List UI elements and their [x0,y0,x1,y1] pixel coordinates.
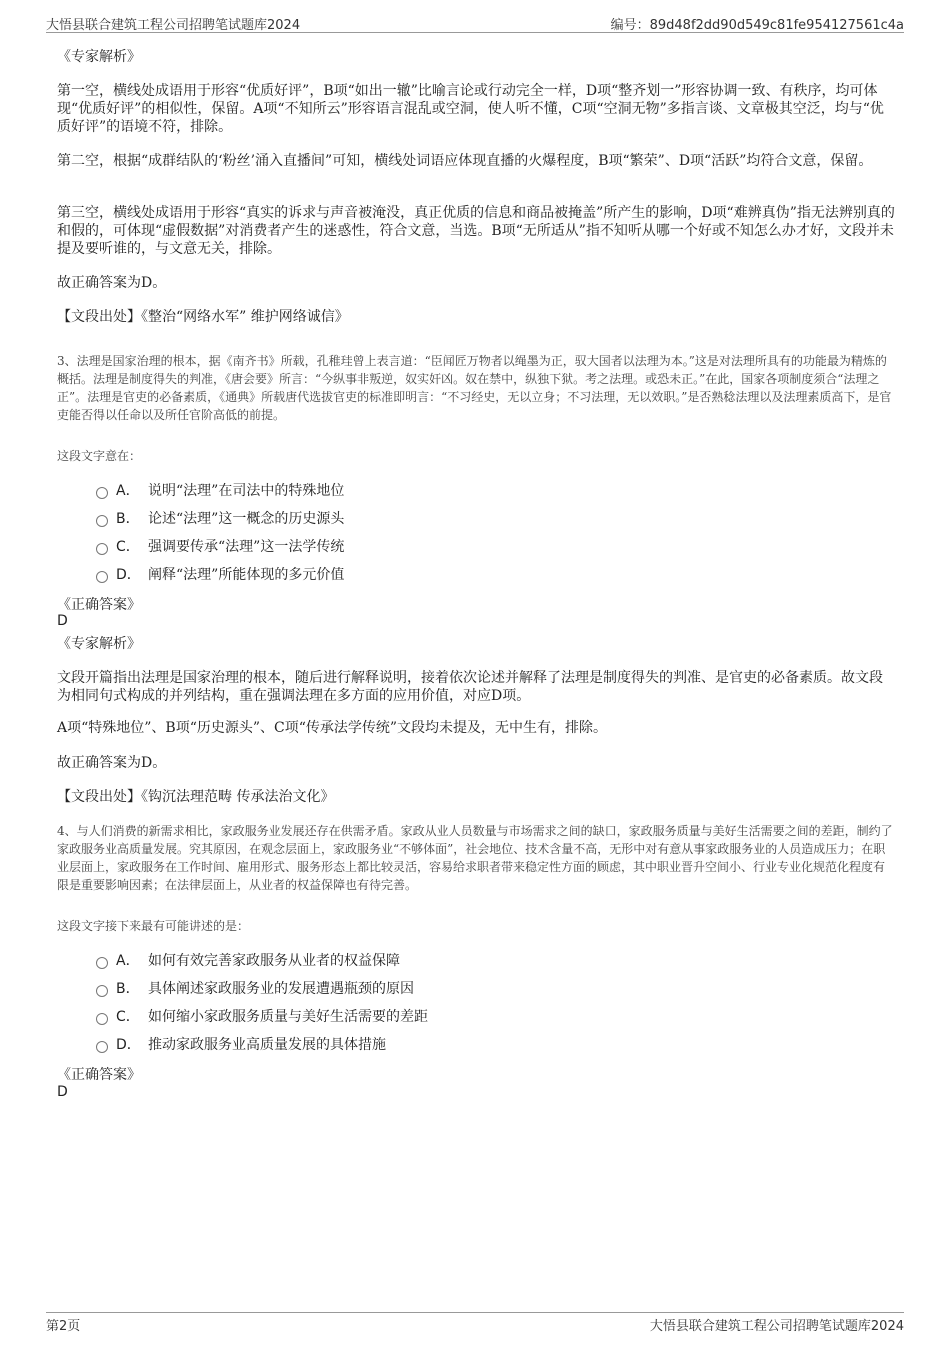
page-header [46,14,904,33]
option-key: A． [116,483,140,499]
question-stem: 3、法理是国家治理的根本，据《南齐书》所载，孔稚珪曾上表言道：“臣闻匠万物者以绳墨为正，驭大国者以法理为本。”这是对法理所具有的功能最为精炼的概括。法理是制度得失的判准，《唐会要》所言：“今纵事非叛逆，奴实奸凶。奴在禁中，纵独下狱。考之法理。或恐未正。”在此，国家各项制度须合“法理之正”。法理是官吏的必备素质，《通典》所载唐代选拔官吏的标准即明言：“不习经史，无以立身；不习法理，无以效职。”是否熟稔法理以及法理素质高下，是官吏能否得以任命以及所任官阶高低的前提。 [57,354,892,422]
option-d[interactable] [96,1036,386,1054]
option-text: 如何有效完善家政服务从业者的权益保障 [148,953,400,969]
header-doc-id: 编号：89d48f2dd90d549c81fe954127561c4a [610,18,904,33]
option-key: B． [116,981,140,997]
page-footer [46,1312,904,1334]
option-text: 如何缩小家政服务质量与美好生活需要的差距 [148,1009,428,1025]
conclusion-text: 故正确答案为D。 [57,755,167,771]
analysis-paragraph: 文段开篇指出法理是国家治理的根本，随后进行解释说明，接着依次论述并解释了法理是制度得失的判准、是官吏的必备素质。故文段为相同句式构成的并列结构，重在强调法理在多方面的应用价值，对应D项。 [57,670,883,704]
option-key: D． [116,567,141,583]
correct-answer: D [57,1084,68,1100]
radio-icon[interactable] [96,487,108,499]
radio-icon[interactable] [96,543,108,555]
question-stem: 4、与人们消费的新需求相比，家政服务业发展还存在供需矛盾。家政从业人员数量与市场需求之间的缺口，家政服务质量与美好生活需要之间的差距，制约了家政服务业高质量发展。究其原因，在观念层面上，家政服务业“不够体面”，社会地位、技术含量不高，无形中对有意从事家政服务业的人员造成压力；在职业层面上，家政服务在工作时间、雇用形式、服务形态上都比较灵活，容易给求职者带来稳定性方面的顾虑，其中职业晋升空间小、行业专业化规范化程度有限是重要影响因素；在法律层面上，从业者的权益保障也有待完善。 [57,824,893,892]
radio-icon[interactable] [96,957,108,969]
radio-icon[interactable] [96,515,108,527]
option-text: 说明“法理”在司法中的特殊地位 [148,483,345,499]
option-b[interactable] [96,510,344,528]
radio-icon[interactable] [96,571,108,583]
option-text: 具体阐述家政服务业的发展遭遇瓶颈的原因 [148,981,414,997]
option-key: C． [116,539,140,555]
conclusion-text: 故正确答案为D。 [57,275,167,291]
option-key: A． [116,953,140,969]
option-c[interactable] [96,1008,428,1026]
expert-analysis-label: 《专家解析》 [57,636,141,652]
option-a[interactable] [96,482,344,500]
option-text: 阐释“法理”所能体现的多元价值 [148,567,345,583]
source-citation: 【文段出处】《钩沉法理范畴 传承法治文化》 [57,789,335,805]
analysis-paragraph: 第三空，横线处成语用于形容“真实的诉求与声音被淹没，真正优质的信息和商品被掩盖”所产生的影响，D项“难辨真伪”指无法辨别真的和假的，可体现“虚假数据”对消费者产生的迷惑性，符合文意，当选。B项“无所适从”指不知听从哪一个好或不知怎么办才好，文段并未提及要听谁的，与文意无关，排除。 [57,205,895,257]
option-text: 强调要传承“法理”这一法学传统 [148,539,345,555]
option-key: C． [116,1009,140,1025]
option-d[interactable] [96,566,344,584]
radio-icon[interactable] [96,1041,108,1053]
question-prompt: 这段文字意在： [57,449,142,463]
option-text: 推动家政服务业高质量发展的具体措施 [148,1037,386,1053]
analysis-paragraph: 第二空，根据“成群结队的‘粉丝’涌入直播间”可知，横线处词语应体现直播的火爆程度，B项“繁荣”、D项“活跃”均符合文意，保留。 [57,153,873,169]
page-number: 第2页 [46,1319,81,1334]
option-key: D． [116,1037,141,1053]
radio-icon[interactable] [96,1013,108,1025]
analysis-paragraph: 第一空，横线处成语用于形容“优质好评”，B项“如出一辙”比喻言论或行动完全一样，D项“整齐划一”形容协调一致、有秩序，均可体现“优质好评”的相似性，保留。A项“不知所云”形容语言混乱或空洞，使人听不懂，C项“空洞无物”多指言谈、文章极其空泛，均与“优质好评”的语境不符，排除。 [57,83,884,135]
expert-analysis-label: 《专家解析》 [57,49,141,65]
footer-title: 大悟县联合建筑工程公司招聘笔试题库2024 [649,1319,904,1334]
option-c[interactable] [96,538,344,556]
header-title: 大悟县联合建筑工程公司招聘笔试题库2024 [46,18,301,33]
source-citation: 【文段出处】《整治“网络水军” 维护网络诚信》 [57,309,349,325]
analysis-paragraph: A项“特殊地位”、B项“历史源头”、C项“传承法学传统”文段均未提及，无中生有，排除。 [57,720,608,736]
option-a[interactable] [96,952,400,970]
option-b[interactable] [96,980,414,998]
option-text: 论述“法理”这一概念的历史源头 [148,511,345,527]
radio-icon[interactable] [96,985,108,997]
option-key: B． [116,511,140,527]
question-prompt: 这段文字接下来最有可能讲述的是： [57,919,250,933]
correct-answer-label: 《正确答案》 [57,1067,141,1083]
correct-answer-label: 《正确答案》 [57,597,141,613]
correct-answer: D [57,613,68,629]
